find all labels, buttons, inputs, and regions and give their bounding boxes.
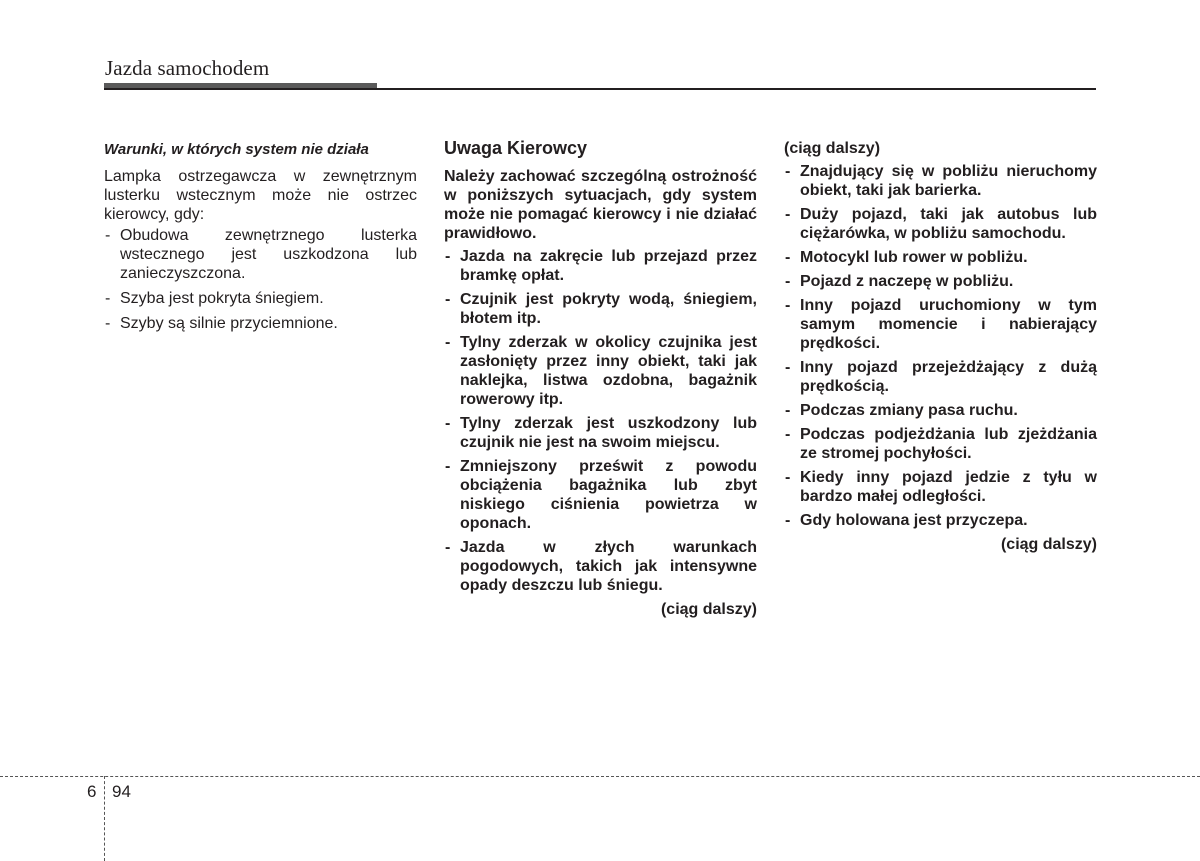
header-rule	[104, 88, 1096, 90]
footer-divider	[0, 776, 1200, 777]
list-item: - Podczas podjeżdżania lub zjeżdżania ze stromej pochyłości.	[784, 425, 1097, 463]
list-item: - Szyba jest pokryta śniegiem.	[104, 289, 417, 308]
intro-paragraph: Lampka ostrzegawcza w zewnętrznym lusterku wstecznym może nie ostrzec kierowcy, gdy:	[104, 168, 417, 223]
conditions-list	[104, 226, 417, 333]
chapter-number: 6	[87, 782, 97, 801]
list-item: - Zmniejszony prześwit z powodu obciążenia bagażnika lub zbyt niskiego ciśnienia powietrza w oponach.	[444, 457, 757, 533]
list-item: - Kiedy inny pojazd jedzie z tyłu w bardzo małej odległości.	[784, 468, 1097, 506]
list-item: - Tylny zderzak jest uszkodzony lub czujnik nie jest na swoim miejscu.	[444, 414, 757, 452]
footer-vertical-divider	[104, 776, 105, 861]
list-item: - Jazda w złych warunkach pogodowych, takich jak intensywne opady deszczu lub śniegu.	[444, 538, 757, 595]
list-item: - Motocykl lub rower w pobliżu.	[784, 248, 1097, 267]
caution-heading: Uwaga Kierowcy	[444, 138, 588, 158]
list-item: - Znajdujący się w pobliżu nieruchomy obiekt, taki jak barierka.	[784, 162, 1097, 200]
column-conditions	[104, 138, 417, 339]
continued-label: (ciąg dalszy)	[1000, 536, 1097, 553]
page-number: 94	[112, 782, 131, 801]
list-item: - Inny pojazd uruchomiony w tym samym momencie i nabierający prędkości.	[784, 296, 1097, 353]
column-caution-continued	[784, 138, 1097, 554]
section-heading: Warunki, w których system nie działa	[104, 141, 369, 158]
list-item: - Inny pojazd przejeżdżający z dużą prędkością.	[784, 358, 1097, 396]
caution-list	[444, 247, 757, 595]
list-item: - Gdy holowana jest przyczepa.	[784, 511, 1097, 530]
list-item: - Podczas zmiany pasa ruchu.	[784, 401, 1097, 420]
list-item: - Szyby są silnie przyciemnione.	[104, 314, 417, 333]
caution-intro: Należy zachować szczególną ostrożność w poniższych sytuacjach, gdy system może nie pomagać kierowcy i nie działać prawidłowo.	[444, 168, 757, 242]
caution-list-continued	[784, 162, 1097, 530]
list-item: - Czujnik jest pokryty wodą, śniegiem, błotem itp.	[444, 290, 757, 328]
page-header-title: Jazda samochodem	[105, 56, 270, 80]
list-item: - Obudowa zewnętrznego lusterka wstecznego jest uszkodzona lub zanieczyszczona.	[104, 226, 417, 283]
list-item: - Duży pojazd, taki jak autobus lub ciężarówka, w pobliżu samochodu.	[784, 205, 1097, 243]
continued-top-label: (ciąg dalszy)	[784, 140, 881, 157]
continued-label: (ciąg dalszy)	[660, 601, 757, 618]
list-item: - Tylny zderzak w okolicy czujnika jest zasłonięty przez inny obiekt, taki jak naklejka, listwa ozdobna, bagażnik rowerowy itp.	[444, 333, 757, 409]
column-driver-caution	[444, 138, 757, 619]
list-item: - Jazda na zakręcie lub przejazd przez bramkę opłat.	[444, 247, 757, 285]
list-item: - Pojazd z naczepę w pobliżu.	[784, 272, 1097, 291]
